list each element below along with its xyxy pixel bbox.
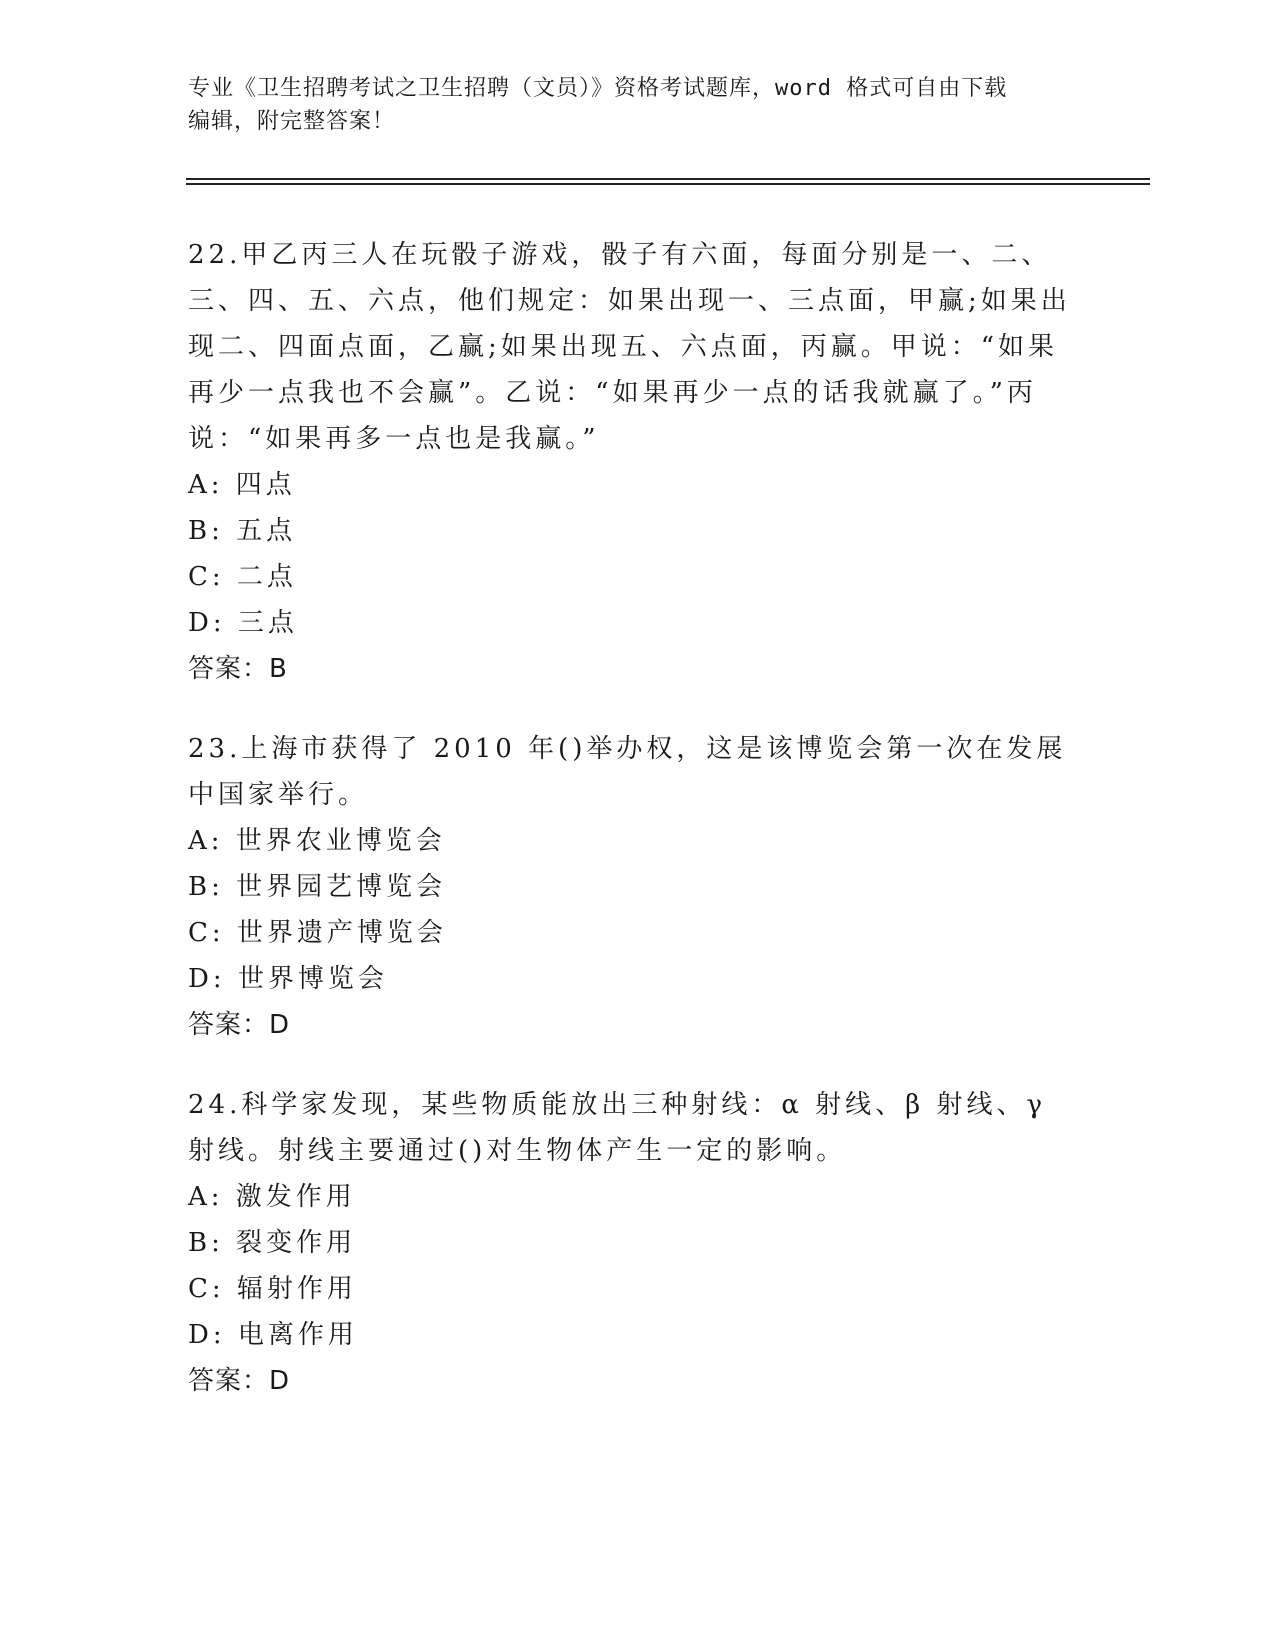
option-d: D: 世界博览会 bbox=[188, 964, 388, 994]
question-list bbox=[188, 232, 1088, 1438]
option-b: B: 世界园艺博览会 bbox=[188, 872, 447, 902]
answer-label: 答案：D bbox=[188, 1010, 291, 1040]
header-divider-bottom bbox=[186, 183, 1150, 185]
option-c: C: 二点 bbox=[188, 562, 297, 592]
document-header bbox=[188, 72, 1088, 138]
option-d: D: 电离作用 bbox=[188, 1320, 358, 1350]
question-23 bbox=[188, 726, 1088, 1048]
header-line-1: 专业《卫生招聘考试之卫生招聘（文员）》资格考试题库，word 格式可自由下载 bbox=[188, 76, 1008, 101]
option-a: A: 四点 bbox=[188, 470, 296, 500]
answer-label: 答案：B bbox=[188, 654, 288, 684]
question-22 bbox=[188, 232, 1088, 692]
question-text: 24.科学家发现，某些物质能放出三种射线：α 射线、β 射线、γ 射线。射线主要通过()对生物体产生一定的影响。 bbox=[188, 1090, 1047, 1166]
answer-label: 答案：D bbox=[188, 1366, 291, 1396]
option-d: D: 三点 bbox=[188, 608, 298, 638]
header-line-2: 编辑，附完整答案！ bbox=[188, 109, 396, 134]
option-c: C: 世界遗产博览会 bbox=[188, 918, 447, 948]
option-a: A: 激发作用 bbox=[188, 1182, 356, 1212]
option-b: B: 裂变作用 bbox=[188, 1228, 357, 1258]
question-24 bbox=[188, 1082, 1088, 1404]
question-text: 22.甲乙丙三人在玩骰子游戏，骰子有六面，每面分别是一、二、三、四、五、六点，他们规定：如果出现一、三点面，甲赢;如果出现二、四面点面，乙赢;如果出现五、六点面，丙赢。甲说：“如果再少一点我也不会赢”。乙说：“如果再少一点的话我就赢了。”丙说：“如果再多一点也是我赢。” bbox=[188, 240, 1071, 454]
header-divider-top bbox=[186, 178, 1150, 180]
option-c: C: 辐射作用 bbox=[188, 1274, 357, 1304]
question-text: 23.上海市获得了 2010 年()举办权，这是该博览会第一次在发展中国家举行。 bbox=[188, 734, 1067, 810]
option-b: B: 五点 bbox=[188, 516, 297, 546]
option-a: A: 世界农业博览会 bbox=[188, 826, 446, 856]
